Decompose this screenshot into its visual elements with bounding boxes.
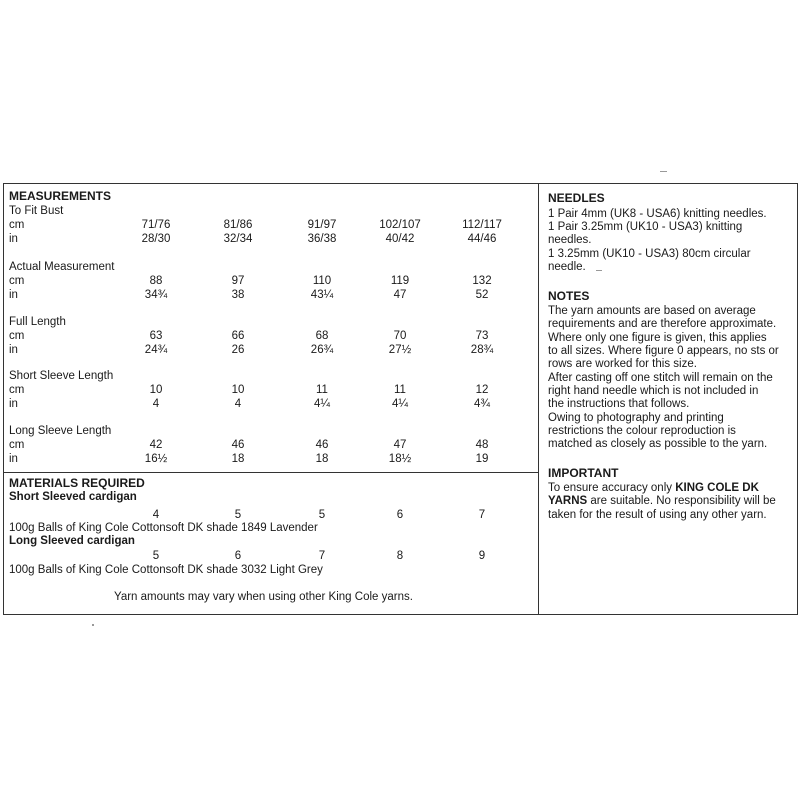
short-balls-3: 5 bbox=[318, 509, 326, 521]
full-length-in-4: 27½ bbox=[388, 344, 412, 356]
short-balls-5: 7 bbox=[478, 509, 486, 521]
actual-in-2: 38 bbox=[231, 289, 245, 301]
long-sleeve-in-3: 18 bbox=[315, 453, 329, 465]
yarn-note: Yarn amounts may vary when using other King Cole yarns. bbox=[114, 591, 413, 603]
full-length-in-5: 28¾ bbox=[470, 344, 494, 356]
bust-in-2: 32/34 bbox=[223, 233, 253, 245]
notes-line-1: The yarn amounts are based on average bbox=[548, 305, 756, 317]
short-sleeve-in-2: 4 bbox=[234, 398, 242, 410]
long-sleeve-cm-5: 48 bbox=[475, 439, 489, 451]
bust-cm-5: 112/117 bbox=[462, 219, 502, 231]
bust-cm-2: 81/86 bbox=[223, 219, 253, 231]
short-yarn-desc: 100g Balls of King Cole Cottonsoft DK shade 1849 Lavender bbox=[9, 522, 318, 534]
short-balls-2: 5 bbox=[234, 509, 242, 521]
needles-line-4: 1 3.25mm (UK10 - USA3) 80cm circular bbox=[548, 248, 751, 260]
short-balls-1: 4 bbox=[152, 509, 160, 521]
notes-line-10: restrictions the colour reproduction is bbox=[548, 425, 736, 437]
unit-cm: cm bbox=[9, 439, 25, 451]
notes-line-9: Owing to photography and printing bbox=[548, 412, 724, 424]
short-sleeve-cm-5: 12 bbox=[475, 384, 489, 396]
short-balls-4: 6 bbox=[396, 509, 404, 521]
actual-cm-2: 97 bbox=[231, 275, 245, 287]
long-sleeve-cm-3: 46 bbox=[315, 439, 329, 451]
long-balls-2: 6 bbox=[234, 550, 242, 562]
needles-line-2: 1 Pair 3.25mm (UK10 - USA3) knitting bbox=[548, 221, 743, 233]
unit-in: in bbox=[9, 398, 18, 410]
short-sleeve-in-1: 4 bbox=[152, 398, 160, 410]
needles-heading: NEEDLES bbox=[548, 191, 605, 205]
short-sleeve-cm-2: 10 bbox=[231, 384, 245, 396]
actual-label: Actual Measurement bbox=[9, 261, 115, 273]
actual-in-1: 34¾ bbox=[144, 289, 168, 301]
unit-in: in bbox=[9, 289, 18, 301]
long-balls-4: 8 bbox=[396, 550, 404, 562]
long-sleeve-in-5: 19 bbox=[475, 453, 489, 465]
long-sleeve-in-1: 16½ bbox=[144, 453, 168, 465]
important-line-2-text: are suitable. No responsibility will be bbox=[587, 495, 776, 507]
materials-heading: MATERIALS REQUIRED bbox=[9, 476, 145, 490]
needles-line-3: needles. bbox=[548, 234, 592, 246]
unit-cm: cm bbox=[9, 275, 25, 287]
full-length-cm-1: 63 bbox=[149, 330, 163, 342]
full-length-in-3: 26¾ bbox=[310, 344, 334, 356]
full-length-cm-4: 70 bbox=[393, 330, 407, 342]
full-length-cm-3: 68 bbox=[315, 330, 329, 342]
bust-cm-3: 91/97 bbox=[307, 219, 337, 231]
notes-line-6: After casting off one stitch will remain on the bbox=[548, 372, 773, 384]
long-yarn-desc: 100g Balls of King Cole Cottonsoft DK shade 3032 Light Grey bbox=[9, 564, 323, 576]
notes-line-11: matched as closely as possible to the yarn. bbox=[548, 438, 768, 450]
long-sleeve-cm-1: 42 bbox=[149, 439, 163, 451]
print-mark bbox=[92, 624, 94, 626]
print-mark bbox=[660, 171, 667, 172]
full-length-in-1: 24¾ bbox=[144, 344, 168, 356]
needles-line-1: 1 Pair 4mm (UK8 - USA6) knitting needles. bbox=[548, 208, 767, 220]
short-sleeved-title: Short Sleeved cardigan bbox=[9, 491, 137, 503]
actual-cm-5: 132 bbox=[472, 275, 492, 287]
short-sleeve-in-5: 4¾ bbox=[474, 398, 490, 410]
long-sleeve-cm-2: 46 bbox=[231, 439, 245, 451]
unit-in: in bbox=[9, 344, 18, 356]
short-sleeve-in-4: 4¼ bbox=[392, 398, 408, 410]
full-length-cm-2: 66 bbox=[231, 330, 245, 342]
bust-in-3: 36/38 bbox=[307, 233, 337, 245]
actual-in-3: 43¼ bbox=[310, 289, 334, 301]
unit-cm: cm bbox=[9, 330, 25, 342]
full-length-in-2: 26 bbox=[231, 344, 245, 356]
king-cole-brand: KING COLE DK bbox=[675, 482, 759, 494]
long-sleeve-in-2: 18 bbox=[231, 453, 245, 465]
yarns-bold: YARNS bbox=[548, 495, 588, 507]
notes-line-4: to all sizes. Where figure 0 appears, no sts or bbox=[548, 345, 779, 357]
bust-cm-4: 102/107 bbox=[379, 219, 421, 231]
important-heading: IMPORTANT bbox=[548, 466, 619, 480]
unit-in: in bbox=[9, 453, 18, 465]
actual-cm-1: 88 bbox=[149, 275, 163, 287]
short-sleeve-in-3: 4¼ bbox=[314, 398, 330, 410]
actual-cm-4: 119 bbox=[390, 275, 410, 287]
long-sleeved-title: Long Sleeved cardigan bbox=[9, 535, 135, 547]
needles-line-5: needle. bbox=[548, 261, 586, 273]
long-sleeve-label: Long Sleeve Length bbox=[9, 425, 112, 437]
important-line-1 bbox=[548, 482, 759, 495]
actual-cm-3: 110 bbox=[312, 275, 332, 287]
long-balls-1: 5 bbox=[152, 550, 160, 562]
column-divider bbox=[538, 183, 539, 615]
notes-line-3: Where only one figure is given, this applies bbox=[548, 332, 767, 344]
full-length-cm-5: 73 bbox=[475, 330, 489, 342]
bust-in-4: 40/42 bbox=[385, 233, 415, 245]
short-sleeve-cm-4: 11 bbox=[394, 384, 406, 396]
long-balls-5: 9 bbox=[478, 550, 486, 562]
actual-in-4: 47 bbox=[393, 289, 407, 301]
bust-in-5: 44/46 bbox=[467, 233, 497, 245]
notes-heading: NOTES bbox=[548, 289, 590, 303]
important-line-3: taken for the result of using any other yarn. bbox=[548, 509, 767, 521]
notes-line-5: rows are worked for this size. bbox=[548, 358, 697, 370]
notes-line-8: the instructions that follows. bbox=[548, 398, 690, 410]
important-line-1-text: To ensure accuracy only bbox=[548, 482, 676, 494]
print-mark bbox=[596, 270, 602, 271]
notes-line-7: right hand needle which is not included in bbox=[548, 385, 759, 397]
unit-cm: cm bbox=[9, 384, 25, 396]
full-length-label: Full Length bbox=[9, 316, 66, 328]
unit-cm: cm bbox=[9, 219, 25, 231]
short-sleeve-cm-1: 10 bbox=[149, 384, 163, 396]
long-balls-3: 7 bbox=[318, 550, 326, 562]
actual-in-5: 52 bbox=[475, 289, 489, 301]
section-divider bbox=[3, 472, 539, 473]
bust-in-1: 28/30 bbox=[141, 233, 171, 245]
notes-line-2: requirements and are therefore approximate. bbox=[548, 318, 777, 330]
short-sleeve-label: Short Sleeve Length bbox=[9, 370, 114, 382]
measurements-heading: MEASUREMENTS bbox=[9, 189, 112, 203]
long-sleeve-cm-4: 47 bbox=[393, 439, 407, 451]
bust-cm-1: 71/76 bbox=[141, 219, 171, 231]
short-sleeve-cm-3: 11 bbox=[316, 384, 328, 396]
long-sleeve-in-4: 18½ bbox=[388, 453, 412, 465]
unit-in: in bbox=[9, 233, 18, 245]
important-line-2 bbox=[548, 495, 776, 508]
bust-label: To Fit Bust bbox=[9, 205, 64, 217]
